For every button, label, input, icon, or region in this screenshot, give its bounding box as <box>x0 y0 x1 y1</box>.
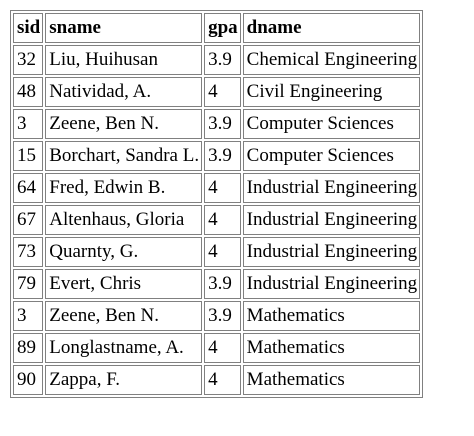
table-row <box>13 365 420 395</box>
cell-gpa: 4 <box>204 333 241 363</box>
cell-gpa: 4 <box>204 237 241 267</box>
cell-sid: 64 <box>13 173 43 203</box>
cell-sid: 90 <box>13 365 43 395</box>
cell-sname: Quarnty, G. <box>45 237 202 267</box>
cell-sid: 15 <box>13 141 43 171</box>
cell-sname: Zeene, Ben N. <box>45 301 202 331</box>
column-header-sname: sname <box>45 13 202 43</box>
cell-gpa: 3.9 <box>204 109 241 139</box>
column-header-dname: dname <box>243 13 420 43</box>
table-row <box>13 173 420 203</box>
cell-gpa: 3.9 <box>204 269 241 299</box>
table-row <box>13 77 420 107</box>
cell-sid: 3 <box>13 301 43 331</box>
cell-dname: Mathematics <box>243 301 420 331</box>
cell-sid: 89 <box>13 333 43 363</box>
cell-sname: Zeene, Ben N. <box>45 109 202 139</box>
cell-sid: 79 <box>13 269 43 299</box>
cell-sid: 67 <box>13 205 43 235</box>
cell-gpa: 3.9 <box>204 45 241 75</box>
cell-sid: 3 <box>13 109 43 139</box>
cell-gpa: 4 <box>204 173 241 203</box>
table-row <box>13 45 420 75</box>
table-row <box>13 333 420 363</box>
cell-sname: Borchart, Sandra L. <box>45 141 202 171</box>
cell-dname: Industrial Engineering <box>243 205 420 235</box>
cell-sid: 32 <box>13 45 43 75</box>
cell-gpa: 4 <box>204 77 241 107</box>
column-header-gpa: gpa <box>204 13 241 43</box>
cell-sname: Zappa, F. <box>45 365 202 395</box>
cell-sname: Liu, Huihusan <box>45 45 202 75</box>
table-row <box>13 141 420 171</box>
cell-gpa: 3.9 <box>204 301 241 331</box>
results-table <box>10 10 423 398</box>
cell-sname: Evert, Chris <box>45 269 202 299</box>
cell-dname: Chemical Engineering <box>243 45 420 75</box>
table-row <box>13 269 420 299</box>
cell-gpa: 4 <box>204 205 241 235</box>
cell-dname: Computer Sciences <box>243 109 420 139</box>
cell-sname: Longlastname, A. <box>45 333 202 363</box>
cell-sname: Fred, Edwin B. <box>45 173 202 203</box>
table-header <box>13 13 420 43</box>
cell-dname: Mathematics <box>243 365 420 395</box>
cell-sname: Natividad, A. <box>45 77 202 107</box>
table-row <box>13 109 420 139</box>
cell-gpa: 4 <box>204 365 241 395</box>
table-body <box>13 45 420 395</box>
cell-dname: Industrial Engineering <box>243 173 420 203</box>
cell-dname: Industrial Engineering <box>243 269 420 299</box>
header-row <box>13 13 420 43</box>
cell-dname: Computer Sciences <box>243 141 420 171</box>
cell-dname: Mathematics <box>243 333 420 363</box>
cell-dname: Civil Engineering <box>243 77 420 107</box>
table-row <box>13 301 420 331</box>
cell-dname: Industrial Engineering <box>243 237 420 267</box>
table-row <box>13 205 420 235</box>
cell-gpa: 3.9 <box>204 141 241 171</box>
cell-sname: Altenhaus, Gloria <box>45 205 202 235</box>
table-row <box>13 237 420 267</box>
column-header-sid: sid <box>13 13 43 43</box>
cell-sid: 73 <box>13 237 43 267</box>
cell-sid: 48 <box>13 77 43 107</box>
